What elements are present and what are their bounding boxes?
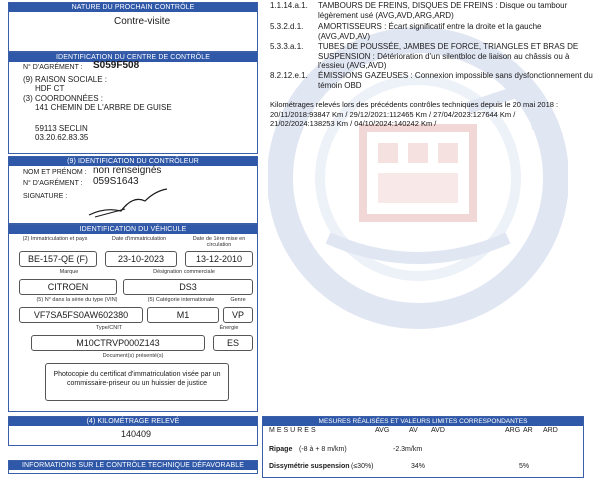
mesures-col: AR [523, 427, 533, 434]
centre-phone: 03.20.62.83.35 [35, 133, 89, 142]
km-history-text: Kilométrages relevés lors des précédents contrôles techniques depuis le 20 mai 2018 : 20/11/2018:93847 Km / 29/12/2021:112465 Km / 27/04/2023:127644 Km / 21/02/2024:138253 Km / 04/10/2024:140242 Km / [270, 100, 559, 128]
vin-caption: (5) N° dans la série du type (VIN) [36, 297, 118, 303]
mesures-col: AV [409, 427, 418, 434]
centre-raison-label: (9) RAISON SOCIALE : [23, 75, 108, 84]
centre-agrement-value: S059F508 [93, 60, 140, 71]
centre-coord-label: (3) COORDONNÉES : [23, 94, 104, 103]
date-ctrl-caption: Date d'immatriculation [111, 236, 167, 242]
type-field: M10CTRVP000Z143 [31, 335, 205, 351]
defect-item [270, 42, 595, 70]
mesures-panel [262, 416, 584, 478]
controleur-agrement-value: 059S1643 [93, 176, 139, 187]
defect-item [270, 22, 595, 42]
controleur-header: (9) IDENTIFICATION DU CONTRÔLEUR [9, 157, 257, 166]
centre-address2: 59113 SECLIN [35, 124, 88, 133]
infos-header: INFORMATIONS SUR LE CONTRÔLE TECHNIQUE DÉFAVORABLE [9, 461, 257, 470]
type-caption: Type/CNIT [95, 325, 123, 331]
km-header: (4) KILOMÉTRAGE RELEVÉ [9, 417, 257, 426]
dissym-limit: (≤30%) [351, 463, 374, 470]
mesures-header: MESURES RÉALISÉES ET VALEURS LIMITES CORRESPONDANTES [263, 417, 583, 426]
centre-raison-value: HDF CT [35, 84, 65, 93]
controleur-nom-value: non renseignés [93, 165, 162, 176]
vin-field: VF7SA5FS0AW602380 [19, 307, 143, 323]
ripage-limit: (-8 à + 8 m/km) [299, 446, 347, 453]
design-field: DS3 [123, 279, 253, 295]
immat-caption: (2) Immatriculation et pays [22, 236, 88, 242]
cat-field: M1 [147, 307, 219, 323]
defect-code: 1.1.14.a.1. [270, 1, 308, 10]
vehicule-panel [8, 224, 258, 412]
marque-caption: Marque [59, 269, 79, 275]
dissym-label: Dissymétrie suspension [269, 463, 350, 470]
docs-field: Photocopie du certificat d'immatriculation visée par un commissaire-priseur ou un huissier de justice [45, 363, 229, 401]
nature-header: NATURE DU PROCHAIN CONTRÔLE [9, 3, 257, 12]
defect-text: TUBES DE POUSSÉE, JAMBES DE FORCE, TRIANGLES ET BRAS DE SUSPENSION : Détérioration d'un silentbloc de liaison au châssis ou à l'essieu (AVG,AVD) [318, 42, 579, 70]
controleur-panel [8, 156, 258, 224]
nature-panel [8, 2, 258, 52]
ripage-value: -2.3m/km [393, 446, 423, 453]
controleur-nom-label: NOM ET PRÉNOM : [23, 169, 87, 176]
defect-text: ÉMISSIONS GAZEUSES : Connexion impossible sans dysfonctionnement du témoin OBD [318, 71, 593, 90]
energie-field: ES [213, 335, 253, 351]
mesures-col: ARD [543, 427, 558, 434]
dissym-ar: 5% [519, 463, 530, 470]
km-value: 140409 [121, 429, 152, 439]
controleur-agrement-label: N° D'AGRÉMENT : [23, 180, 83, 187]
cat-caption: (5) Catégorie internationale [147, 297, 215, 303]
centre-address1: 141 CHEMIN DE L'ARBRE DE GUISE [35, 103, 172, 112]
centre-panel [8, 52, 258, 154]
marque-field: CITROEN [19, 279, 117, 295]
genre-field: VP [223, 307, 253, 323]
centre-agrement-label: N° D'AGRÉMENT : [23, 64, 83, 71]
nature-value: Contre-visite [114, 16, 171, 27]
immat-field: BE-157-QE (F) [19, 251, 97, 267]
ripage-label: Ripage [269, 446, 293, 453]
date-circ-caption: Date de 1ère mise en circulation [192, 236, 246, 248]
mesures-col-label: MESURES [269, 427, 318, 434]
centre-header: IDENTIFICATION DU CENTRE DE CONTRÔLE [9, 53, 257, 62]
date-ctrl-field: 23-10-2023 [105, 251, 177, 267]
infos-panel [8, 460, 258, 474]
vehicule-header: IDENTIFICATION DU VÉHICULE [9, 225, 257, 234]
mesures-col: ARG [505, 427, 521, 434]
controleur-signature-label: SIGNATURE : [23, 193, 68, 200]
defect-item [270, 1, 595, 21]
mesures-col: AVG [375, 427, 390, 434]
dissym-av: 34% [411, 463, 426, 470]
km-panel [8, 416, 258, 446]
defect-text: TAMBOURS DE FREINS, DISQUES DE FREINS : Disque ou tambour légèrement usé (AVG,AVD,ARG,ARD) [318, 1, 568, 20]
defect-code: 5.3.3.a.1. [270, 42, 304, 51]
genre-caption: Genre [230, 297, 246, 303]
mesures-col: AVD [431, 427, 445, 434]
design-caption: Désignation commerciale [153, 269, 215, 275]
signature-scribble [85, 185, 175, 221]
defect-code: 8.2.12.e.1. [270, 71, 308, 80]
defect-code: 5.3.2.d.1. [270, 22, 304, 31]
date-circ-field: 13-12-2010 [185, 251, 253, 267]
docs-caption: Document(s) présenté(s) [102, 353, 164, 359]
energie-caption: Énergie [219, 325, 239, 331]
defect-text: AMORTISSEURS : Écart significatif entre la droite et la gauche (AVG,AVD,AV) [318, 22, 542, 41]
defect-item [270, 71, 595, 91]
